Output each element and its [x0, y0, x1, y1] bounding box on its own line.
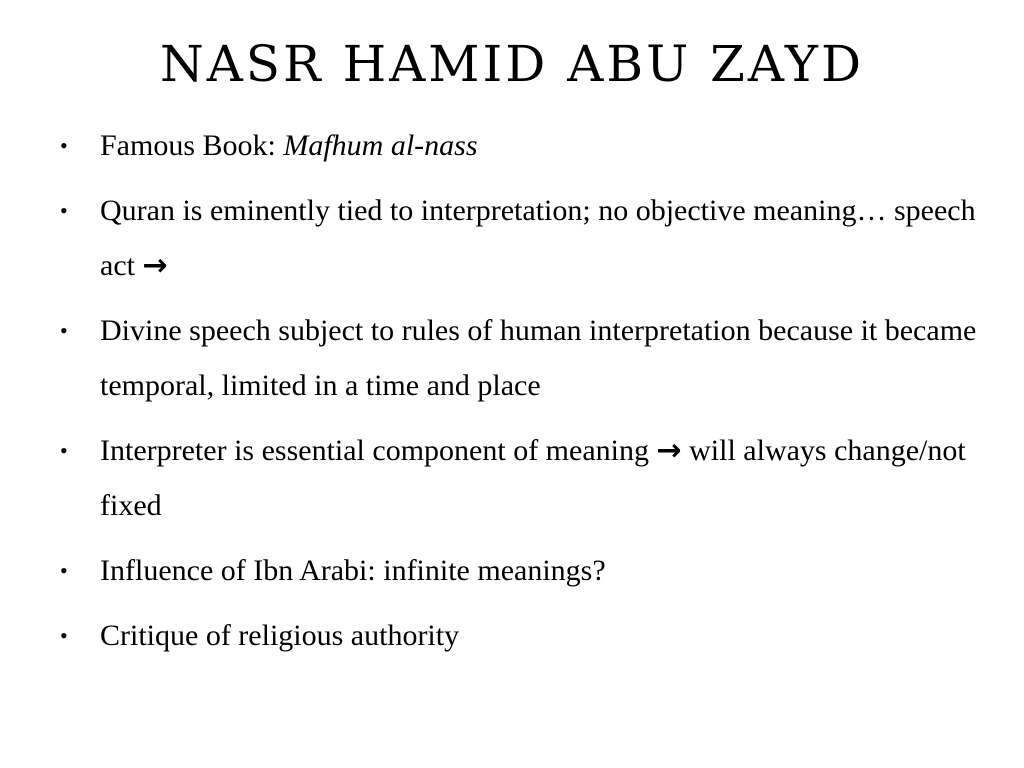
- bullet-text-continued: will always change/not fixed: [100, 434, 966, 522]
- bullet-dot-icon: •: [60, 198, 68, 223]
- bullet-text: Influence of Ibn Arabi: infinite meanings?: [100, 554, 606, 587]
- right-arrow-icon: →: [142, 248, 168, 283]
- bullet-item-divine-speech: [60, 303, 980, 413]
- bullet-dot-icon: •: [60, 558, 68, 583]
- bullet-list: [60, 118, 980, 673]
- right-arrow-icon: →: [656, 433, 682, 468]
- bullet-item-ibn-arabi: [60, 543, 980, 598]
- bullet-item-interpreter: [60, 423, 980, 533]
- bullet-text: Critique of religious authority: [100, 619, 460, 652]
- bullet-item-quran-interpretation: [60, 183, 980, 293]
- bullet-text: Divine speech subject to rules of human interpretation because it became temporal, limited in a time and place: [100, 314, 977, 402]
- bullet-text: Quran is eminently tied to interpretation; no objective meaning… speech act: [100, 194, 976, 282]
- bullet-text: Famous Book:: [100, 129, 284, 162]
- slide-title: NASR HAMID ABU ZAYD: [159, 35, 865, 93]
- bullet-dot-icon: •: [60, 438, 68, 463]
- bullet-text: Interpreter is essential component of meaning: [100, 434, 657, 467]
- bullet-dot-icon: •: [60, 318, 68, 343]
- bullet-dot-icon: •: [60, 133, 68, 158]
- bullet-dot-icon: •: [60, 623, 68, 648]
- bullet-item-famous-book: [60, 118, 980, 173]
- bullet-item-critique: [60, 608, 980, 663]
- book-title: Mafhum al-nass: [283, 129, 478, 162]
